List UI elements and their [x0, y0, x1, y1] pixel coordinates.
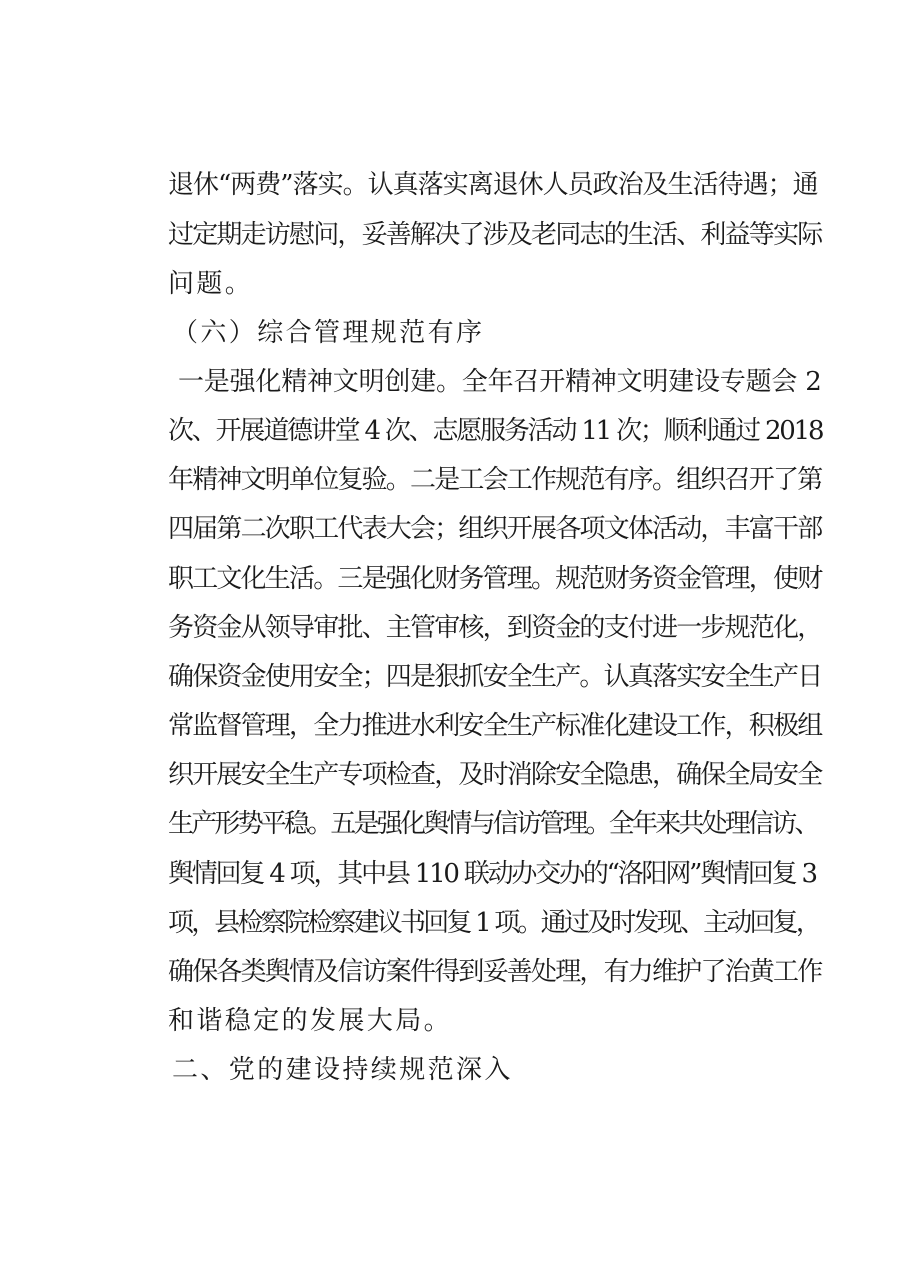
- section-heading: 二、党的建设持续规范深入: [172, 1055, 513, 1085]
- text-line: 一是强化精神文明创建。全年召开精神文明建设专题会 2: [178, 367, 822, 397]
- text-line: 常监督管理，全力推进水利安全生产标准化建设工作，积极组: [168, 711, 822, 741]
- text-line: 舆情回复 4 项，其中县 110 联动办交办的“洛阳网”舆情回复 3: [168, 859, 816, 889]
- text-line: 问题。: [168, 269, 254, 299]
- text-line: 确保各类舆情及信访案件得到妥善处理，有力维护了治黄工作: [168, 957, 822, 987]
- section-heading: （六）综合管理规范有序: [172, 318, 485, 348]
- text-line: 和谐稳定的发展大局。: [168, 1006, 453, 1036]
- text-line: 过定期走访慰问，妥善解决了涉及老同志的生活、利益等实际: [168, 220, 822, 250]
- text-line: 退休“两费”落实。认真落实离退休人员政治及生活待遇；通: [168, 170, 818, 200]
- text-line: 年精神文明单位复验。二是工会工作规范有序。组织召开了第: [168, 465, 822, 495]
- text-line: 务资金从领导审批、主管审核，到资金的支付进一步规范化，: [168, 613, 822, 643]
- text-line: 确保资金使用安全；四是狠抓安全生产。认真落实安全生产日: [168, 662, 822, 692]
- text-line: 职工文化生活。三是强化财务管理。规范财务资金管理，使财: [168, 564, 822, 594]
- text-line: 项，县检察院检察建议书回复 1 项。通过及时发现、主动回复，: [168, 908, 820, 938]
- text-line: 次、开展道德讲堂 4 次、志愿服务活动 11 次；顺利通过 2018: [168, 416, 823, 446]
- text-line: 织开展安全生产专项检查，及时消除安全隐患，确保全局安全: [168, 760, 822, 790]
- text-line: 生产形势平稳。五是强化舆情与信访管理。全年来共处理信访、: [168, 809, 818, 839]
- text-line: 四届第二次职工代表大会；组织开展各项文体活动，丰富干部: [168, 514, 822, 544]
